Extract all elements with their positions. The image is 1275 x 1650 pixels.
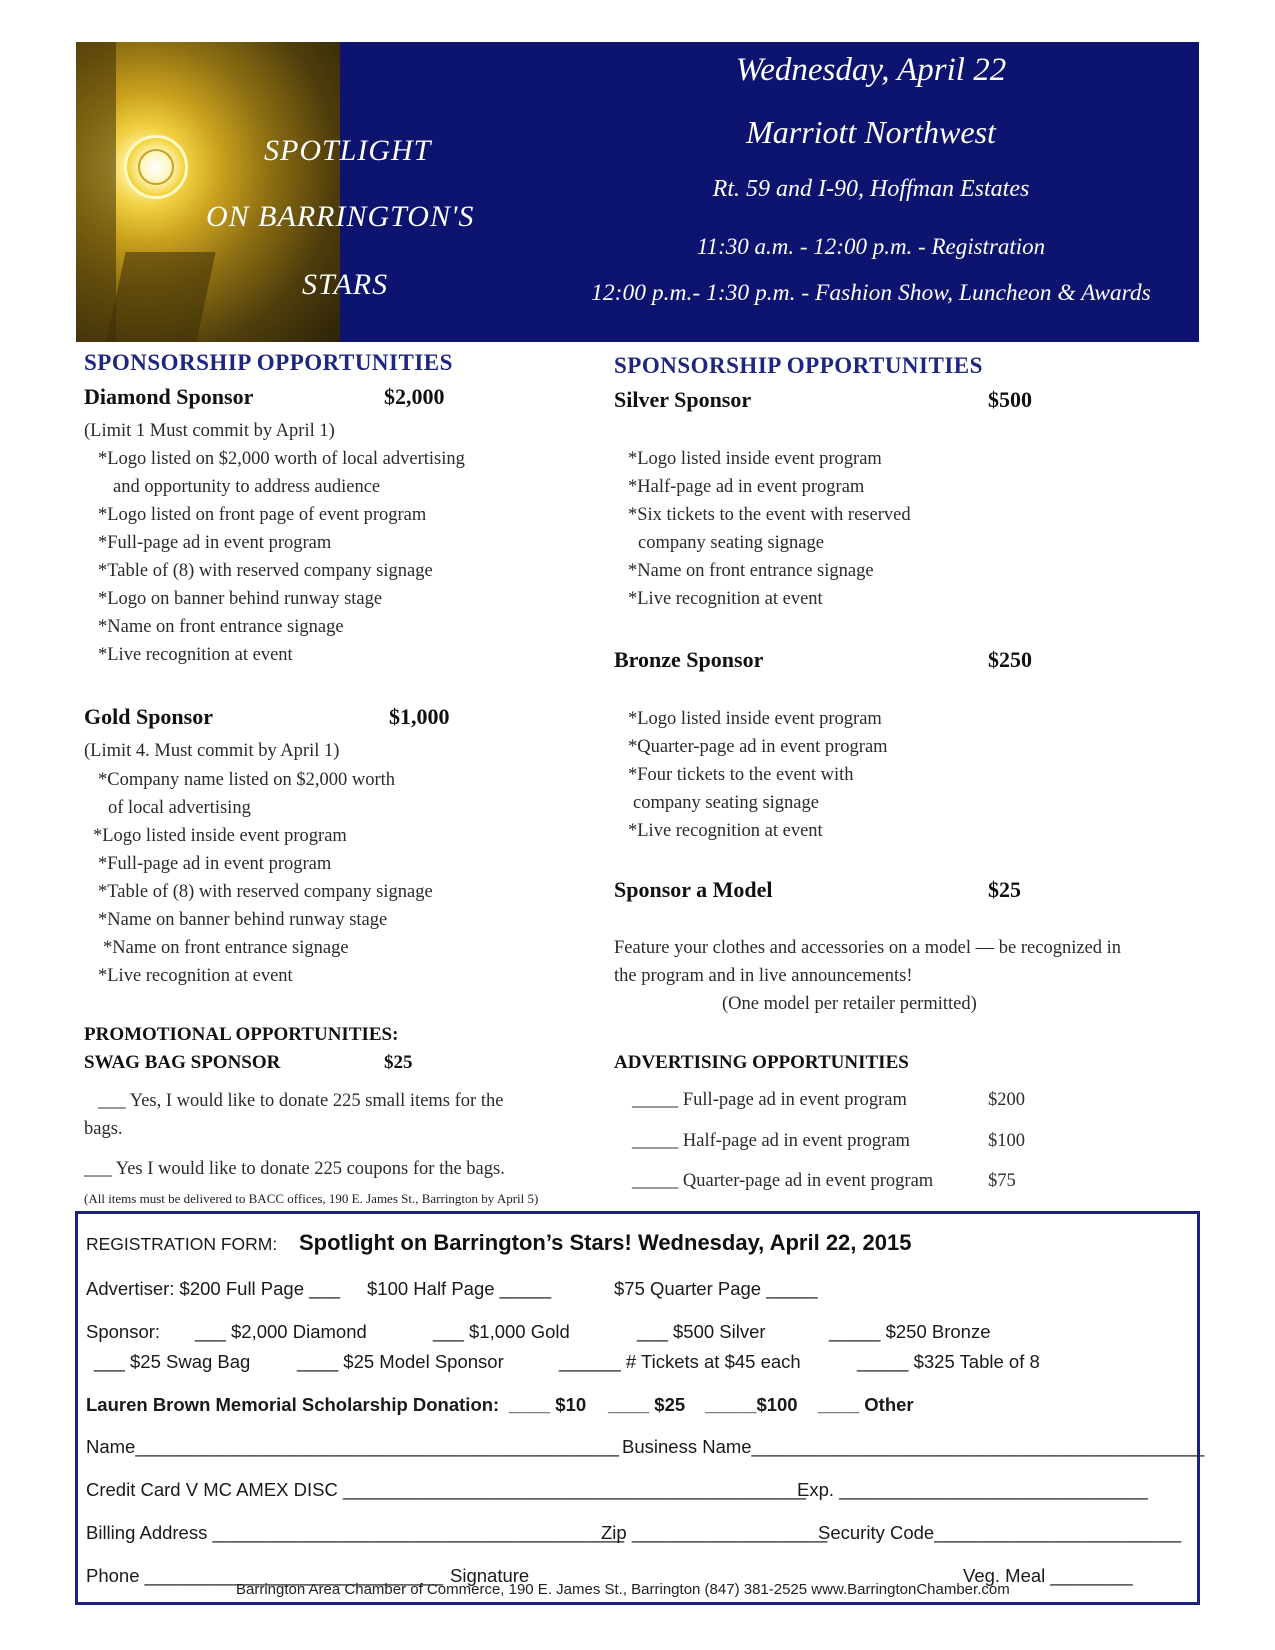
gold-benefit: *Logo listed inside event program xyxy=(93,826,347,846)
security-code-field[interactable]: Security Code________________________ xyxy=(818,1522,1182,1543)
form-label: REGISTRATION FORM: xyxy=(86,1234,278,1254)
silver-benefit: company seating signage xyxy=(638,533,824,553)
swag-delivery-note: (All items must be delivered to BACC offices, 190 E. James St., Barrington by April 5) xyxy=(84,1191,539,1206)
event-banner xyxy=(76,42,1199,342)
diamond-limit-note: (Limit 1 Must commit by April 1) xyxy=(84,421,335,441)
ad-option-price: $200 xyxy=(988,1090,1025,1110)
gold-benefit: *Name on front entrance signage xyxy=(103,938,349,958)
scholarship-10-option[interactable]: ____ $10 xyxy=(509,1394,587,1415)
banner-title-line-3: STARS xyxy=(302,268,389,301)
business-name-field[interactable]: Business Name____________________________________________ xyxy=(622,1436,1205,1457)
diamond-benefit: *Logo listed on front page of event program xyxy=(98,505,427,525)
scholarship-label: Lauren Brown Memorial Scholarship Donation: xyxy=(86,1394,500,1415)
silver-benefit: *Half-page ad in event program xyxy=(628,477,865,497)
zip-field[interactable]: Zip ___________________ xyxy=(601,1522,828,1543)
diamond-sponsor-price: $2,000 xyxy=(384,384,445,409)
ad-option-price: $75 xyxy=(988,1171,1016,1191)
gold-sponsor-price: $1,000 xyxy=(389,704,450,729)
sponsorship-heading-right: SPONSORSHIP OPPORTUNITIES xyxy=(614,353,983,378)
diamond-benefit: *Table of (8) with reserved company signage xyxy=(98,561,433,581)
swag-option-items-cont: bags. xyxy=(84,1119,123,1139)
sponsor-model-option[interactable]: ____ $25 Model Sponsor xyxy=(297,1351,504,1372)
model-sponsor-price: $25 xyxy=(988,877,1021,902)
diamond-benefit: *Full-page ad in event program xyxy=(98,533,332,553)
scholarship-other-option[interactable]: ____ Other xyxy=(818,1394,914,1415)
bronze-sponsor-price: $250 xyxy=(988,647,1032,672)
banner-title-line-1: SPOTLIGHT xyxy=(264,134,432,167)
program-time: 12:00 p.m.- 1:30 p.m. - Fashion Show, Luncheon & Awards xyxy=(591,280,1151,306)
form-title: Spotlight on Barrington’s Stars! Wednesday, April 22, 2015 xyxy=(299,1230,912,1255)
gold-benefit: *Company name listed on $2,000 worth xyxy=(98,770,395,790)
swag-option-items: ___ Yes, I would like to donate 225 small items for the xyxy=(98,1091,504,1111)
spotlight-image xyxy=(76,42,340,342)
registration-form xyxy=(75,1211,1205,1605)
ad-option-label: _____ Quarter-page ad in event program xyxy=(632,1171,934,1191)
light-stand-shape xyxy=(106,252,215,342)
bronze-benefit: *Four tickets to the event with xyxy=(628,765,854,785)
bronze-benefit: *Quarter-page ad in event program xyxy=(628,737,888,757)
billing-address-field[interactable]: Billing Address ________________________________________ xyxy=(86,1522,625,1543)
bronze-benefit: *Logo listed inside event program xyxy=(628,709,882,729)
name-field[interactable]: Name_______________________________________________ xyxy=(86,1436,619,1457)
sponsorship-heading-left: SPONSORSHIP OPPORTUNITIES xyxy=(84,350,453,375)
ad-option-label: _____ Half-page ad in event program xyxy=(632,1131,910,1151)
model-sponsor-title: Sponsor a Model xyxy=(614,877,773,902)
bronze-benefit: *Live recognition at event xyxy=(628,821,823,841)
barn-door-shape xyxy=(76,42,116,342)
diamond-benefit: *Live recognition at event xyxy=(98,645,293,665)
ad-option-price: $100 xyxy=(988,1131,1025,1151)
advertising-heading: ADVERTISING OPPORTUNITIES xyxy=(614,1052,909,1073)
sponsor-label: Sponsor: xyxy=(86,1321,161,1342)
expiration-field[interactable]: Exp. ______________________________ xyxy=(797,1479,1148,1500)
advertiser-half-page-option[interactable]: $100 Half Page _____ xyxy=(367,1278,552,1299)
swag-bag-price: $25 xyxy=(384,1052,413,1073)
model-retailer-note: (One model per retailer permitted) xyxy=(722,994,977,1014)
scholarship-100-option[interactable]: _____$100 xyxy=(705,1394,798,1415)
sponsor-swag-option[interactable]: ___ $25 Swag Bag xyxy=(94,1351,251,1372)
event-date: Wednesday, April 22 xyxy=(735,52,1007,88)
phone-field[interactable]: Phone _____________________________ xyxy=(86,1565,444,1586)
tickets-field[interactable]: ______ # Tickets at $45 each xyxy=(559,1351,801,1372)
diamond-benefit: *Logo on banner behind runway stage xyxy=(98,589,383,609)
lamp-ring-icon xyxy=(138,149,174,185)
gold-sponsor-title: Gold Sponsor xyxy=(84,704,213,729)
event-address: Rt. 59 and I-90, Hoffman Estates xyxy=(712,176,1030,202)
model-description: Feature your clothes and accessories on a model — be recognized in xyxy=(614,938,1122,958)
gold-benefit: *Full-page ad in event program xyxy=(98,854,332,874)
promotional-heading: PROMOTIONAL OPPORTUNITIES: xyxy=(84,1024,399,1045)
silver-benefit: *Live recognition at event xyxy=(628,589,823,609)
diamond-benefit: *Name on front entrance signage xyxy=(98,617,344,637)
gold-benefit: *Live recognition at event xyxy=(98,966,293,986)
chamber-footer: Barrington Area Chamber of Commerce, 190 E. James St., Barrington (847) 381-2525 www.BarringtonChamber.com xyxy=(236,1581,1010,1598)
silver-benefit: *Logo listed inside event program xyxy=(628,449,882,469)
sponsor-silver-option[interactable]: ___ $500 Silver xyxy=(637,1321,766,1342)
bronze-benefit: company seating signage xyxy=(633,793,819,813)
silver-benefit: *Name on front entrance signage xyxy=(628,561,874,581)
credit-card-field[interactable]: Credit Card V MC AMEX DISC _____________________________________________ xyxy=(86,1479,807,1500)
bronze-sponsor-title: Bronze Sponsor xyxy=(614,647,764,672)
sponsor-diamond-option[interactable]: ___ $2,000 Diamond xyxy=(195,1321,367,1342)
gold-benefit: of local advertising xyxy=(108,798,251,818)
diamond-sponsor-title: Diamond Sponsor xyxy=(84,384,254,409)
gold-benefit: *Name on banner behind runway stage xyxy=(98,910,388,930)
model-description-cont: the program and in live announcements! xyxy=(614,966,913,986)
gold-limit-note: (Limit 4. Must commit by April 1) xyxy=(84,741,340,761)
sponsor-gold-option[interactable]: ___ $1,000 Gold xyxy=(433,1321,570,1342)
banner-title-line-2: ON BARRINGTON'S xyxy=(206,200,475,233)
swag-bag-title: SWAG BAG SPONSOR xyxy=(84,1052,281,1073)
scholarship-25-option[interactable]: ____ $25 xyxy=(608,1394,686,1415)
sponsor-bronze-option[interactable]: _____ $250 Bronze xyxy=(829,1321,991,1342)
gold-benefit: *Table of (8) with reserved company signage xyxy=(98,882,433,902)
table-of-8-option[interactable]: _____ $325 Table of 8 xyxy=(857,1351,1040,1372)
ad-option-label: _____ Full-page ad in event program xyxy=(632,1090,907,1110)
signature-label[interactable]: Signature xyxy=(450,1565,530,1586)
advertiser-full-page-option[interactable]: Advertiser: $200 Full Page ___ xyxy=(86,1278,341,1299)
advertiser-quarter-page-option[interactable]: $75 Quarter Page _____ xyxy=(614,1278,818,1299)
event-venue: Marriott Northwest xyxy=(746,114,996,150)
silver-sponsor-price: $500 xyxy=(988,387,1032,412)
registration-time: 11:30 a.m. - 12:00 p.m. - Registration xyxy=(696,234,1046,259)
diamond-benefit: *Logo listed on $2,000 worth of local advertising xyxy=(98,449,465,469)
silver-benefit: *Six tickets to the event with reserved xyxy=(628,505,911,525)
silver-sponsor-title: Silver Sponsor xyxy=(614,387,752,412)
diamond-benefit: and opportunity to address audience xyxy=(113,477,381,497)
swag-option-coupons: ___ Yes I would like to donate 225 coupons for the bags. xyxy=(84,1159,505,1179)
veg-meal-field[interactable]: Veg. Meal ________ xyxy=(963,1565,1133,1586)
